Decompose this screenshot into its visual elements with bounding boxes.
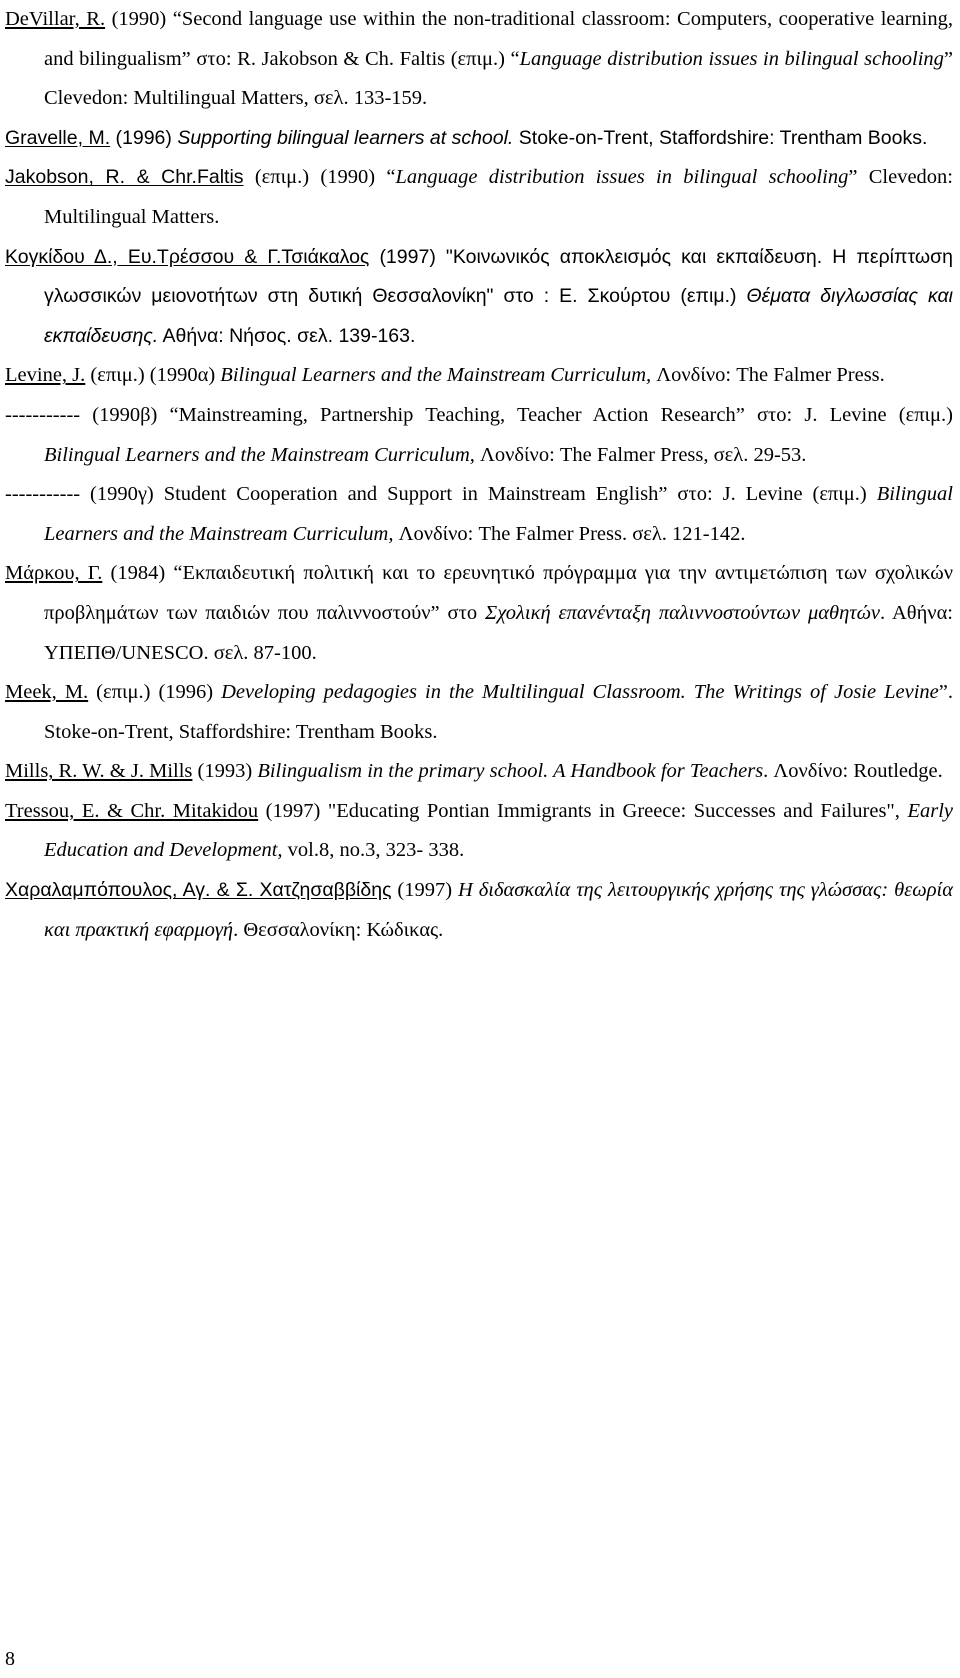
- reference-text: . Λονδίνο: Routledge.: [763, 760, 943, 783]
- reference-text: ----------- (1990γ) Student Cooperation and Support in Mainstream English” στο: J. Levine (επιμ.): [5, 483, 877, 506]
- reference-entry: [5, 475, 953, 554]
- reference-text: Αθήνα: Νήσος. σελ. 139-163.: [158, 324, 416, 347]
- reference-entry: [5, 554, 953, 673]
- reference-entry: [5, 158, 953, 237]
- reference-author: DeVillar, R.: [5, 8, 106, 30]
- reference-title: Developing pedagogies in the Multilingual Classroom. The Writings of Josie Levine: [221, 681, 939, 704]
- reference-title: Bilingual Learners and the Mainstream Curriculum,: [44, 483, 953, 545]
- reference-title: Bilingual Learners and the Mainstream Curriculum,: [220, 364, 652, 387]
- reference-text: (επιμ.) (1996): [88, 681, 222, 704]
- reference-text: Λονδίνο: The Falmer Press, σελ. 29-53.: [474, 443, 807, 466]
- reference-author: Jakobson, R. & Chr.Faltis: [5, 166, 244, 189]
- reference-entry: [5, 396, 953, 475]
- reference-author: Meek, M.: [5, 681, 89, 704]
- reference-author: Μάρκου, Γ.: [5, 562, 103, 585]
- reference-text: . Αθήνα: ΥΠΕΠΘ/UNESCO. σελ. 87-100.: [44, 601, 954, 664]
- reference-title: Η διδασκαλία της λειτουργικής χρήσης της γλώσσας: θεωρία και πρακτική εφαρμογή: [44, 879, 953, 941]
- reference-author: Χαραλαμπόπουλος, Αγ. & Σ. Χατζησαββίδης: [5, 879, 392, 902]
- reference-title: Bilingualism in the primary school. A Handbook for Teachers: [257, 760, 764, 783]
- reference-author: Mills, R. W. & J. Mills: [5, 760, 193, 783]
- reference-entry: [5, 752, 953, 792]
- reference-title: Early Education and Development,: [44, 799, 953, 862]
- reference-entry: [5, 792, 953, 871]
- reference-text: ” Clevedon: Multilingual Matters.: [44, 166, 953, 228]
- reference-text: ”. Stoke-on-Trent, Staffordshire: Trentham Books.: [44, 681, 953, 743]
- reference-entry: [5, 238, 953, 357]
- reference-title: Bilingual Learners and the Mainstream Curriculum,: [44, 443, 475, 466]
- reference-text: ----------- (1990β) “Mainstreaming, Partnership Teaching, Teacher Action Research” στο: J. Levine (επιμ.): [5, 403, 953, 426]
- reference-title: Language distribution issues in bilingual schooling: [395, 166, 849, 189]
- reference-text: Λονδίνο: The Falmer Press. σελ. 121-142.: [393, 522, 746, 545]
- reference-list: [5, 0, 953, 950]
- reference-title: Language distribution issues in bilingual schooling: [519, 47, 944, 70]
- reference-text: (επιμ.) (1990α): [85, 364, 221, 387]
- reference-text: (1997) "Educating Pontian Immigrants in Greece: Successes and Failures",: [258, 799, 908, 822]
- reference-entry: [5, 0, 953, 119]
- page-number: 8: [5, 1648, 15, 1670]
- reference-author: Gravelle, M.: [5, 126, 111, 149]
- reference-author: Κογκίδου Δ., Ευ.Τρέσσου & Γ.Τσιάκαλος: [5, 245, 370, 268]
- reference-text: (1993): [192, 760, 258, 783]
- reference-text: (επιμ.) (1990) “: [243, 166, 396, 189]
- reference-entry: [5, 871, 953, 950]
- reference-entry: [5, 673, 953, 752]
- reference-text: (1984) “Εκπαιδευτική πολιτική και το ερευνητικό πρόγραμμα για την αντιμετώπιση των σχολικών προβλημάτων των παιδιών που παλιννοστούν” στο: [44, 562, 954, 624]
- reference-text: vol.8, no.3, 323- 338.: [282, 839, 465, 862]
- reference-text: Λονδίνο: The Falmer Press.: [651, 364, 885, 387]
- reference-text: (1997): [391, 879, 458, 902]
- reference-text: . Θεσσαλονίκη: Κώδικας.: [233, 918, 444, 941]
- reference-author: Levine, J.: [5, 364, 86, 387]
- reference-title: Σχολική επανένταξη παλιννοστούντων μαθητών: [485, 601, 881, 624]
- reference-text: (1997) "Κοινωνικός αποκλεισμός και εκπαίδευση. Η περίπτωση γλωσσικών μειονοτήτων στη δυτική Θεσσαλονίκη" στο : Ε. Σκούρτου (επιμ.): [44, 245, 953, 308]
- reference-text: Stoke-on-Trent, Staffordshire: Trentham Books.: [513, 126, 928, 149]
- reference-text: (1990) “Second language use within the non-traditional classroom: Computers, cooperative learning, and bilingualism” στο: R. Jakobson & Ch. Faltis (επιμ.) “: [44, 8, 954, 70]
- reference-text: (1996): [110, 126, 178, 149]
- reference-text: ” Clevedon: Multilingual Matters, σελ. 133-159.: [44, 47, 953, 110]
- reference-author: Tressou, E. & Chr. Mitakidou: [5, 799, 259, 822]
- reference-title: Supporting bilingual learners at school.: [177, 126, 514, 149]
- reference-entry: [5, 356, 953, 396]
- reference-entry: [5, 119, 953, 159]
- reference-title: Θέματα διγλωσσίας και εκπαίδευσης.: [44, 285, 953, 347]
